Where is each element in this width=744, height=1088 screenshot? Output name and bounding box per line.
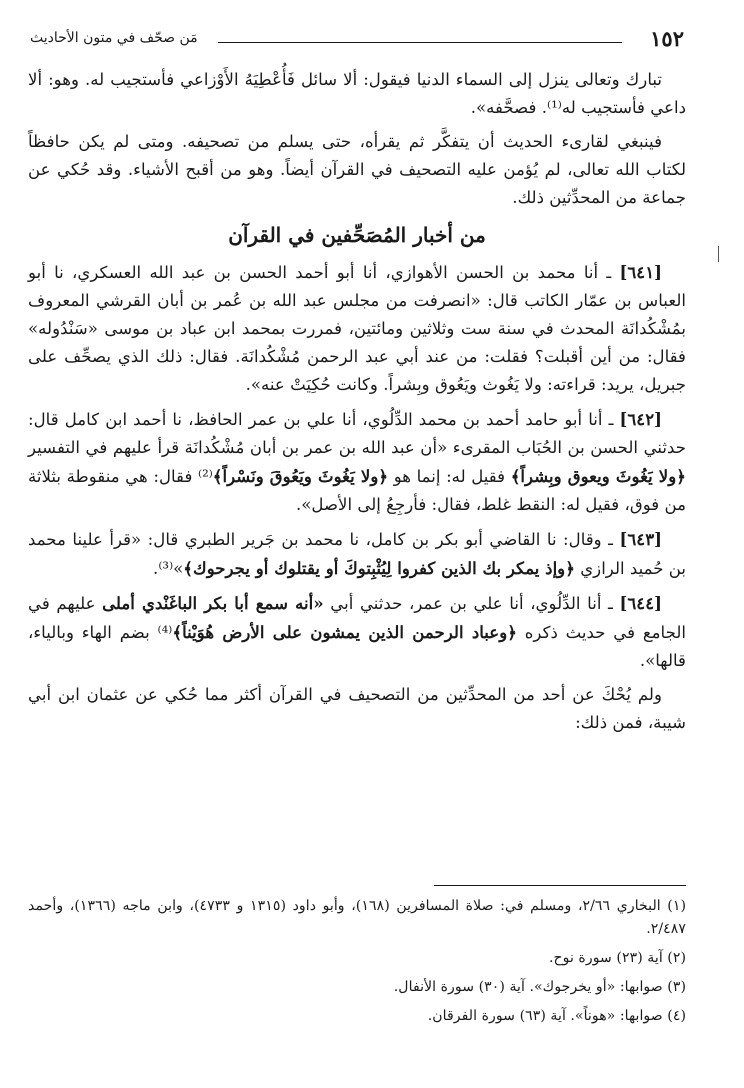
running-title: مَن صحّف في متون الأحاديث [30, 30, 198, 46]
closing-paragraph: ولم يُحْكَ عن أحد من المحدِّثين من التصحيف في القرآن أكثر مما حُكي عن عثمان ابن أبي شيبة، فمن ذلك: [28, 685, 686, 732]
bold-quote: «أنه سمع أبا بكر الباغَنْدي أملى [102, 593, 324, 613]
quran-quote: ﴿وإذ يمكر بك الذين كفروا لِيُثْبِتوكَ أو يقتلوك أو يجرحوك﴾ [183, 558, 575, 578]
footnotes [28, 895, 686, 1034]
section-heading: من أخبار المُصَحِّفين في القرآن [228, 223, 486, 247]
entry-text: ـ وقال: نا القاضي أبو بكر بن كامل، نا محمد بن جَرير الطبري قال: «قرأ علينا محمد بن حُميد الرازي [28, 530, 686, 578]
main-text [28, 66, 686, 743]
entry-text: ـ أنا محمد بن الحسن الأهوازي، أنا أبو أحمد الحسن بن عبد الله العسكري، نا أبو العباس بن عمّار الكاتب قال: «انصرفت من مجلس عبد الله بن عُمر بن أبان القرشي المعروف بمُشْكُدانَة المحدث في سنة ست وثلاثين ومائتين، فمررت بمحمد ابن عباد بن موسى «سَنْدُوله» فقال: من أين أقبلت؟ فقلت: من عند أبي عبد الرحمن مُشْكُدانَة. فقال: ذلك الذي يصحِّف على جبريل، يريد: قراءته: ولا يَغُوث ويَعُوق وبِشراً. وكانت حُكِيَتْ عنه». [28, 263, 686, 394]
footnote-3: (٣) صوابها: «أو يخرجوك». آية (٣٠) سورة الأنفال. [393, 979, 686, 995]
footnote-4: (٤) صوابها: «هوناً». آية (٦٣) سورة الفرقان. [427, 1008, 686, 1024]
page-header [30, 26, 684, 52]
header-rule [218, 42, 622, 43]
paragraph-advice: فينبغي لقارىء الحديث أن يتفكَّر ثم يقرأه، حتى يسلم من تصحيفه. ومتى لم يكن حافظاً لكتاب الله تعالى، لم يُؤمن عليه التصحيف في القرآن أيضاً. وهو من أقبح الأشياء. وقد حُكي عن جماعة من المحدِّثين ذلك. [28, 132, 686, 207]
quran-quote: ﴿ولا يَغُوثَ ويَعُوقَ ونَسْراً﴾ [212, 466, 389, 486]
page-number: ١٥٢ [650, 26, 684, 51]
entry-number: [٦٤٤] [619, 593, 662, 613]
entry-644 [28, 589, 686, 675]
entry-text: ⁽⁴⁾ بضم الهاء وبالياء، قالها». [28, 623, 686, 670]
entry-number: [٦٤١] [619, 262, 662, 282]
entry-text: ⁽²⁾ فقال: هي منقوطة بثلاثة من فوق، فقيل له: النقط غلط، فقال: فأرجِعُ إلى الأصل». [28, 467, 686, 514]
entry-text: فقيل له: إنما هو [388, 467, 511, 486]
footnote-2: (٢) آية (٢٣) سورة نوح. [548, 950, 686, 966]
entry-number: [٦٤٢] [619, 409, 662, 429]
entry-text: ـ أنا الدِّلُوي، أنا علي بن عمر، حدثني أبي [323, 594, 620, 613]
entry-text: »⁽³⁾. [153, 559, 184, 578]
entry-number: [٦٤٣] [619, 529, 662, 549]
entry-text: عليهم في الجامع في حديث ذكره [28, 594, 686, 642]
paragraph-continuation: تبارك وتعالى ينزل إلى السماء الدنيا فيقول: ألا سائل فَأُعْطِيَهُ الأَوْزاعي فأستجيب له. وهو: ألا داعي فأستجيب له⁽¹⁾. فصحَّفه». [28, 70, 686, 117]
entry-643 [28, 525, 686, 583]
quran-quote: ﴿ولا يَغُوثَ ويعوق وبِشراً﴾ [510, 466, 687, 486]
footnote-rule [434, 885, 686, 886]
entry-642 [28, 405, 686, 519]
entry-text: ـ أنا أبو حامد أحمد بن محمد الدِّلُوي، أنا علي بن عمر الحافظ، نا أحمد ابن كامل قال: حدثني الحسن بن الحُبَاب المقرىء «أن عبد الله بن عمر بن أبان مُشْكُدانَة قرأ عليهم في التفسير [28, 410, 686, 457]
margin-mark [718, 246, 719, 262]
footnote-1: (١) البخاري ٢/٦٦، ومسلم في: صلاة المسافرين (١٦٨)، وأبو داود (١٣١٥ و ٤٧٣٣)، وابن ماجه (١٣٦٦)، وأحمد ٢/٤٨٧. [28, 898, 686, 937]
entry-641 [28, 258, 686, 399]
quran-quote: ﴿وعباد الرحمن الذين يمشون على الأرض هُوَيْناً﴾ [172, 622, 517, 642]
